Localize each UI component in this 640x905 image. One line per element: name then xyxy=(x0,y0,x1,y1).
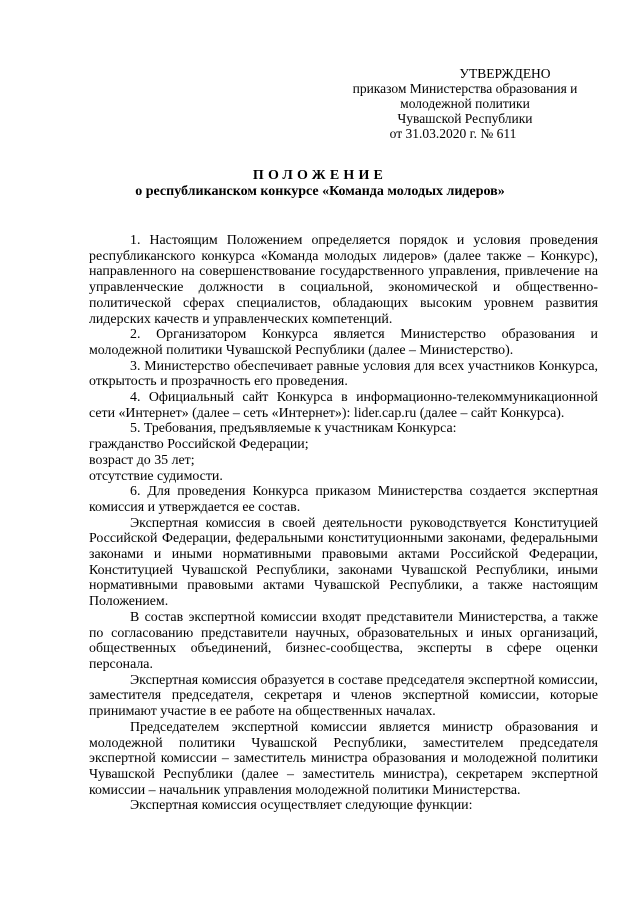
paragraph-3: 3. Министерство обеспечивает равные условия для всех участников Конкурса, открытость и прозрачность его проведения. xyxy=(89,358,598,390)
approval-date-line: от 31.03.2020 г. № 611 xyxy=(389,126,517,141)
paragraph-1: 1. Настоящим Положением определяется порядок и условия проведения республиканского конкурса «Команда молодых лидеров» (далее также – Конкурс), направленного на совершенствование государственного управления, привлечение на управленческие должности в социальной, экономической и общественно-политической сферах специалистов, обладающих высоким уровнем развития лидерских качеств и управленческих компетенций. xyxy=(89,233,598,327)
requirement-citizenship: гражданство Российской Федерации; xyxy=(89,437,309,453)
approval-heading: УТВЕРЖДЕНО xyxy=(459,66,551,81)
paragraph-6: 6. Для проведения Конкурса приказом Министерства создается экспертная комиссия и утверждается ее состав. xyxy=(89,484,598,515)
paragraph-commission-functions: Экспертная комиссия осуществляет следующие функции: xyxy=(130,798,473,814)
paragraph-commission-structure: Экспертная комиссия образуется в составе председателя экспертной комиссии, заместителя председателя, секретаря и членов экспертной комиссии, которые принимают участие в ее работе на общественных началах. xyxy=(89,672,598,720)
document-title xyxy=(0,168,640,200)
paragraph-commission-basis: Экспертная комиссия в своей деятельности руководствуется Конституцией Российской Федерации, федеральными конституционными законами, федеральными законами и иными нормативными правовыми актами Российской Федерации, Конституцией Чувашской Республики, законами Чувашской Республики, иными нормативными правовыми актами Чувашской Республики, а также настоящим Положением. xyxy=(89,515,598,610)
approval-block xyxy=(330,66,600,141)
paragraph-commission-chair: Председателем экспертной комиссии является министр образования и молодежной политики Чувашской Республики, заместителем председателя экспертной комиссии – заместитель министра образования и молодежной политики Чувашской Республики (далее – заместитель министра), секретарем экспертной комиссии – начальник управления молодежной политики Министерства. xyxy=(89,719,598,798)
requirement-no-record: отсутствие судимости. xyxy=(89,468,223,484)
approval-republic-line: Чувашской Республики xyxy=(397,111,533,126)
approval-ministry-line: молодежной политики xyxy=(400,96,530,111)
document-body xyxy=(89,233,598,814)
paragraph-5: 5. Требования, предъявляемые к участникам Конкурса: xyxy=(130,421,457,437)
paragraph-4: 4. Официальный сайт Конкурса в информационно-телекоммуникационной сети «Интернет» (далее – сеть «Интернет»): lider.cap.ru (далее – сайт Конкурса). xyxy=(89,390,598,421)
requirement-age: возраст до 35 лет; xyxy=(89,452,195,468)
paragraph-commission-members: В состав экспертной комиссии входят представители Министерства, а также по согласованию представители научных, образовательных и иных организаций, общественных объединений, бизнес-сообщества, эксперты в сфере оценки персонала. xyxy=(89,609,598,672)
title-heading: ПОЛОЖЕНИЕ xyxy=(252,168,388,183)
approval-order-line: приказом Министерства образования и xyxy=(352,81,578,96)
title-subheading: о республиканском конкурсе «Команда молодых лидеров» xyxy=(135,184,505,199)
paragraph-2: 2. Организатором Конкурса является Министерство образования и молодежной политики Чувашской Республики (далее – Министерство). xyxy=(89,327,598,358)
